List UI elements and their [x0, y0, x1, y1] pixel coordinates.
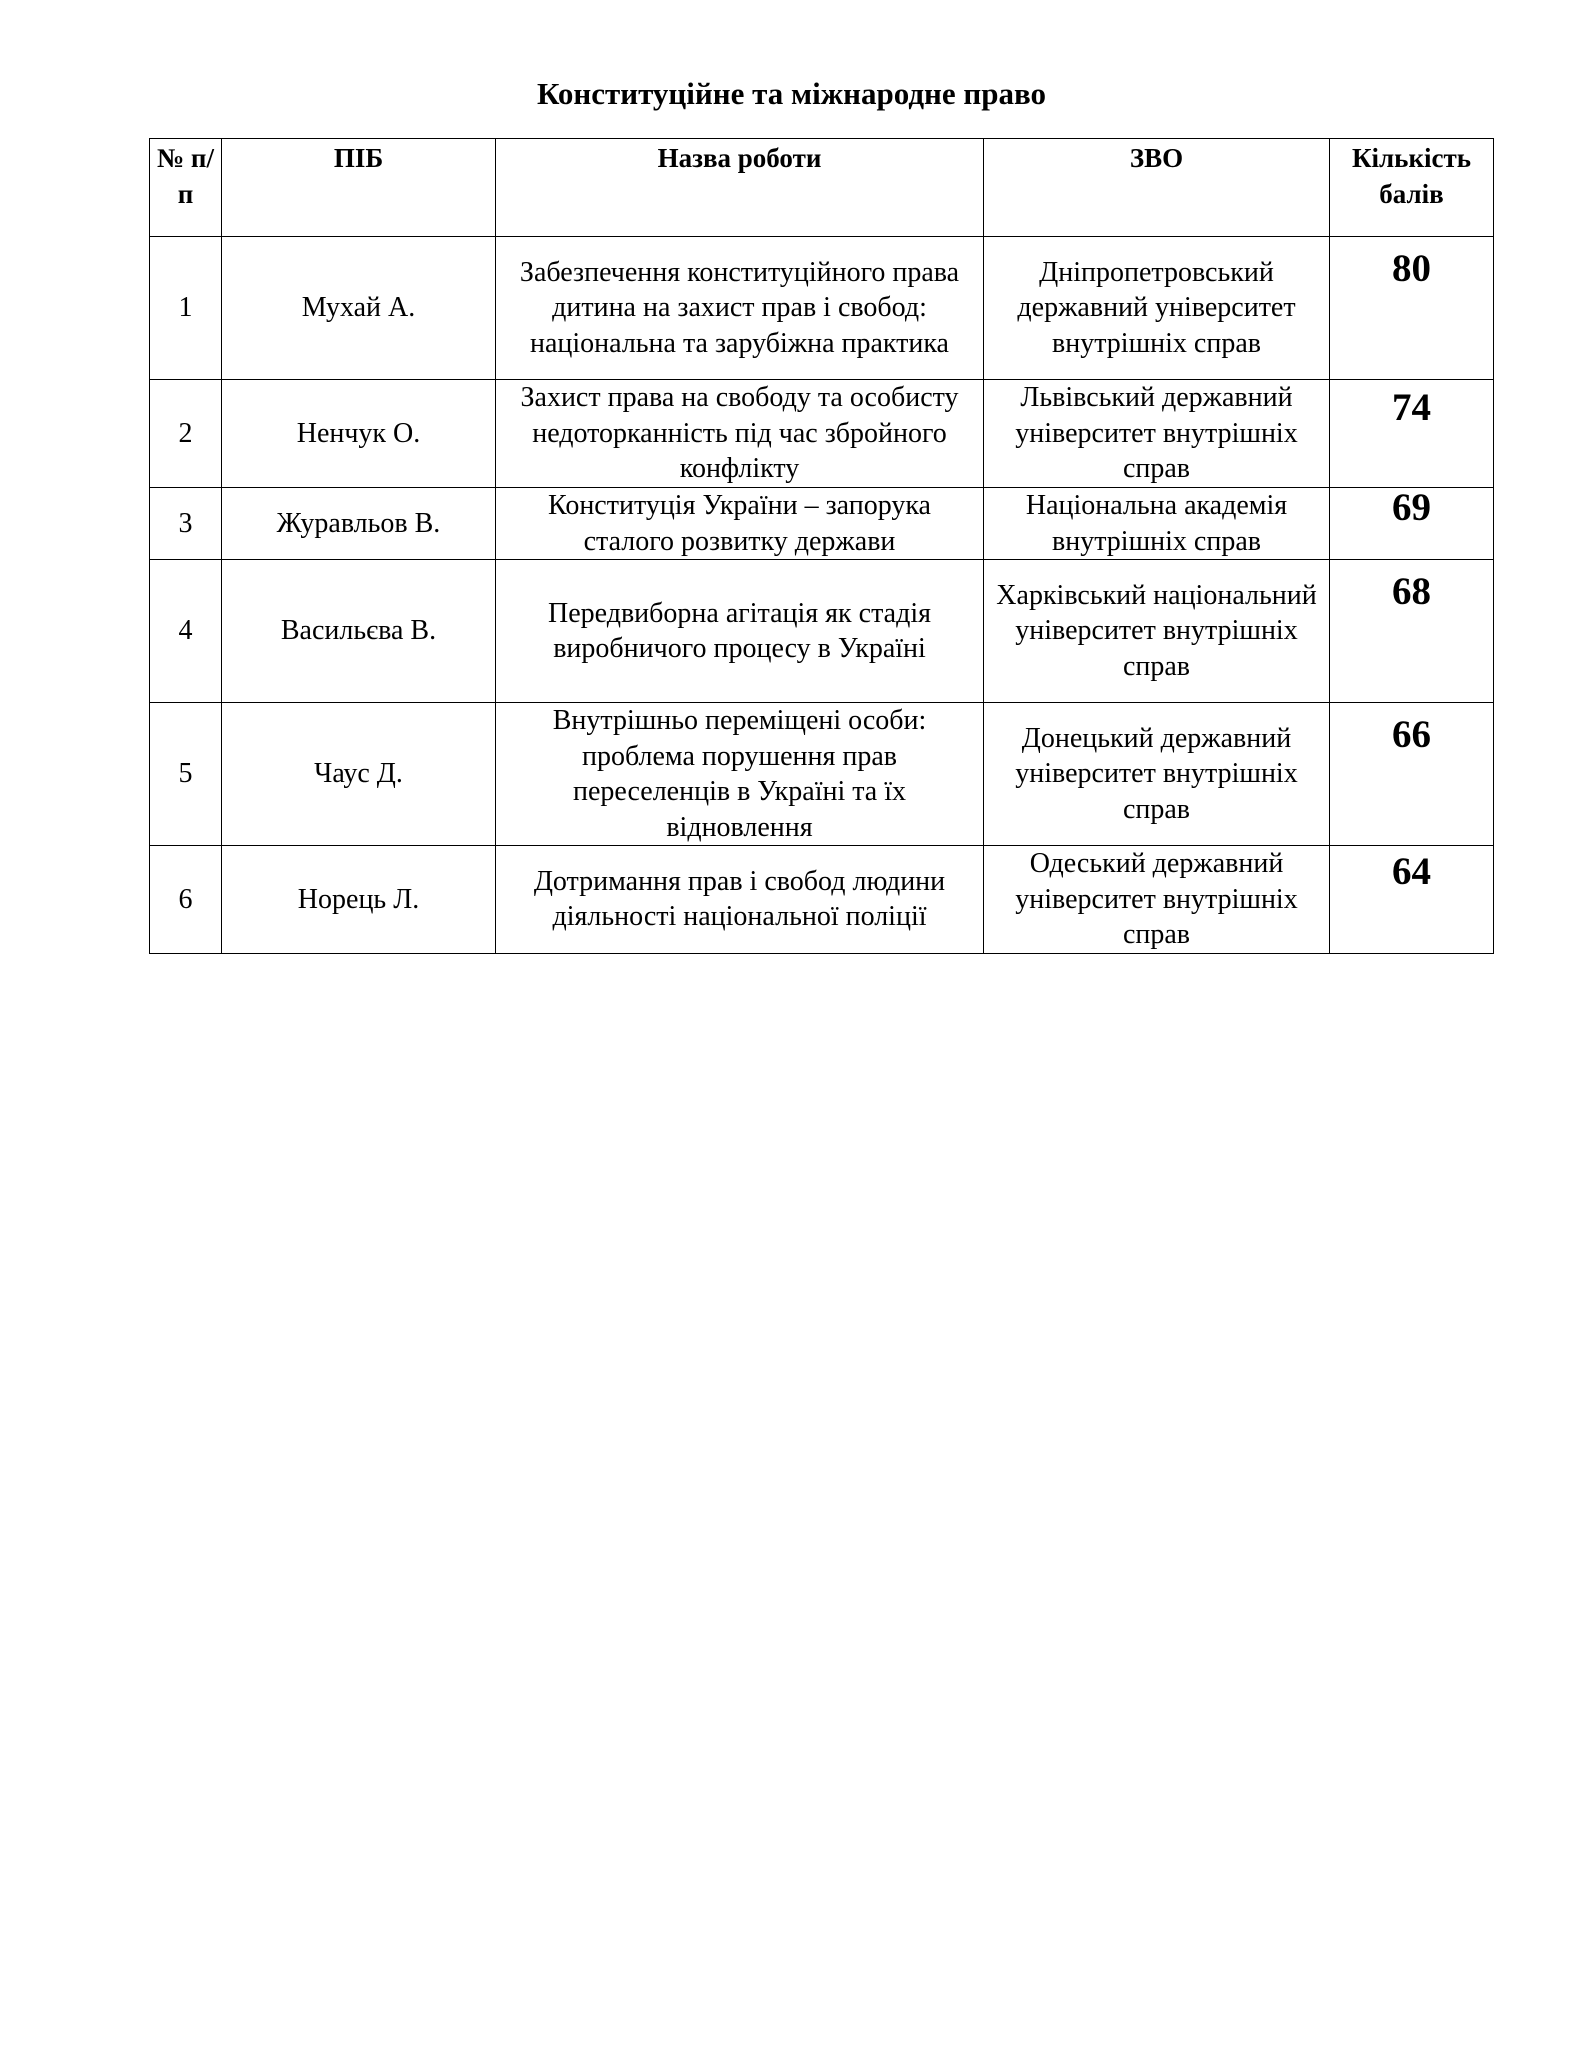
cell-score: 64 [1330, 846, 1494, 954]
cell-num: 5 [150, 703, 222, 846]
cell-name: Чаус Д. [222, 703, 496, 846]
cell-score: 80 [1330, 237, 1494, 380]
header-university: ЗВО [984, 139, 1330, 237]
cell-title: Захист права на свободу та особисту недоторканність під час збройного конфлікту [496, 380, 984, 488]
cell-university: Національна академія внутрішніх справ [984, 488, 1330, 560]
cell-name: Васильєва В. [222, 560, 496, 703]
cell-title: Забезпечення конституційного права дитина на захист прав і свобод: національна та зарубіжна практика [496, 237, 984, 380]
document-title: Конституційне та міжнародне право [536, 76, 1047, 111]
cell-name: Журавльов В. [222, 488, 496, 560]
cell-name: Ненчук О. [222, 380, 496, 488]
cell-num: 2 [150, 380, 222, 488]
cell-score: 66 [1330, 703, 1494, 846]
header-score: Кількість балів [1330, 139, 1494, 237]
table-row [150, 846, 1494, 954]
cell-num: 1 [150, 237, 222, 380]
table-row [150, 237, 1494, 380]
header-title: Назва роботи [496, 139, 984, 237]
cell-title: Конституція України – запорука сталого розвитку держави [496, 488, 984, 560]
cell-university: Харківський національний університет внутрішніх справ [984, 560, 1330, 703]
cell-university: Дніпропетровський державний університет внутрішніх справ [984, 237, 1330, 380]
cell-name: Норець Л. [222, 846, 496, 954]
results-table [149, 138, 1494, 954]
table-row [150, 380, 1494, 488]
cell-university: Львівський державний університет внутрішніх справ [984, 380, 1330, 488]
cell-title: Внутрішньо переміщені особи: проблема порушення прав переселенців в Україні та їх відновлення [496, 703, 984, 846]
table-header-row [150, 139, 1494, 237]
cell-name: Мухай А. [222, 237, 496, 380]
header-num: № п/п [150, 139, 222, 237]
cell-university: Одеський державний університет внутрішніх справ [984, 846, 1330, 954]
cell-score: 68 [1330, 560, 1494, 703]
table-row [150, 488, 1494, 560]
cell-title: Дотримання прав і свобод людини діяльності національної поліції [496, 846, 984, 954]
cell-title: Передвиборна агітація як стадія виробничого процесу в Україні [496, 560, 984, 703]
cell-num: 6 [150, 846, 222, 954]
cell-num: 4 [150, 560, 222, 703]
header-name: ПІБ [222, 139, 496, 237]
cell-num: 3 [150, 488, 222, 560]
table-row [150, 703, 1494, 846]
cell-score: 69 [1330, 488, 1494, 560]
table-row [150, 560, 1494, 703]
cell-score: 74 [1330, 380, 1494, 488]
cell-university: Донецький державний університет внутрішніх справ [984, 703, 1330, 846]
